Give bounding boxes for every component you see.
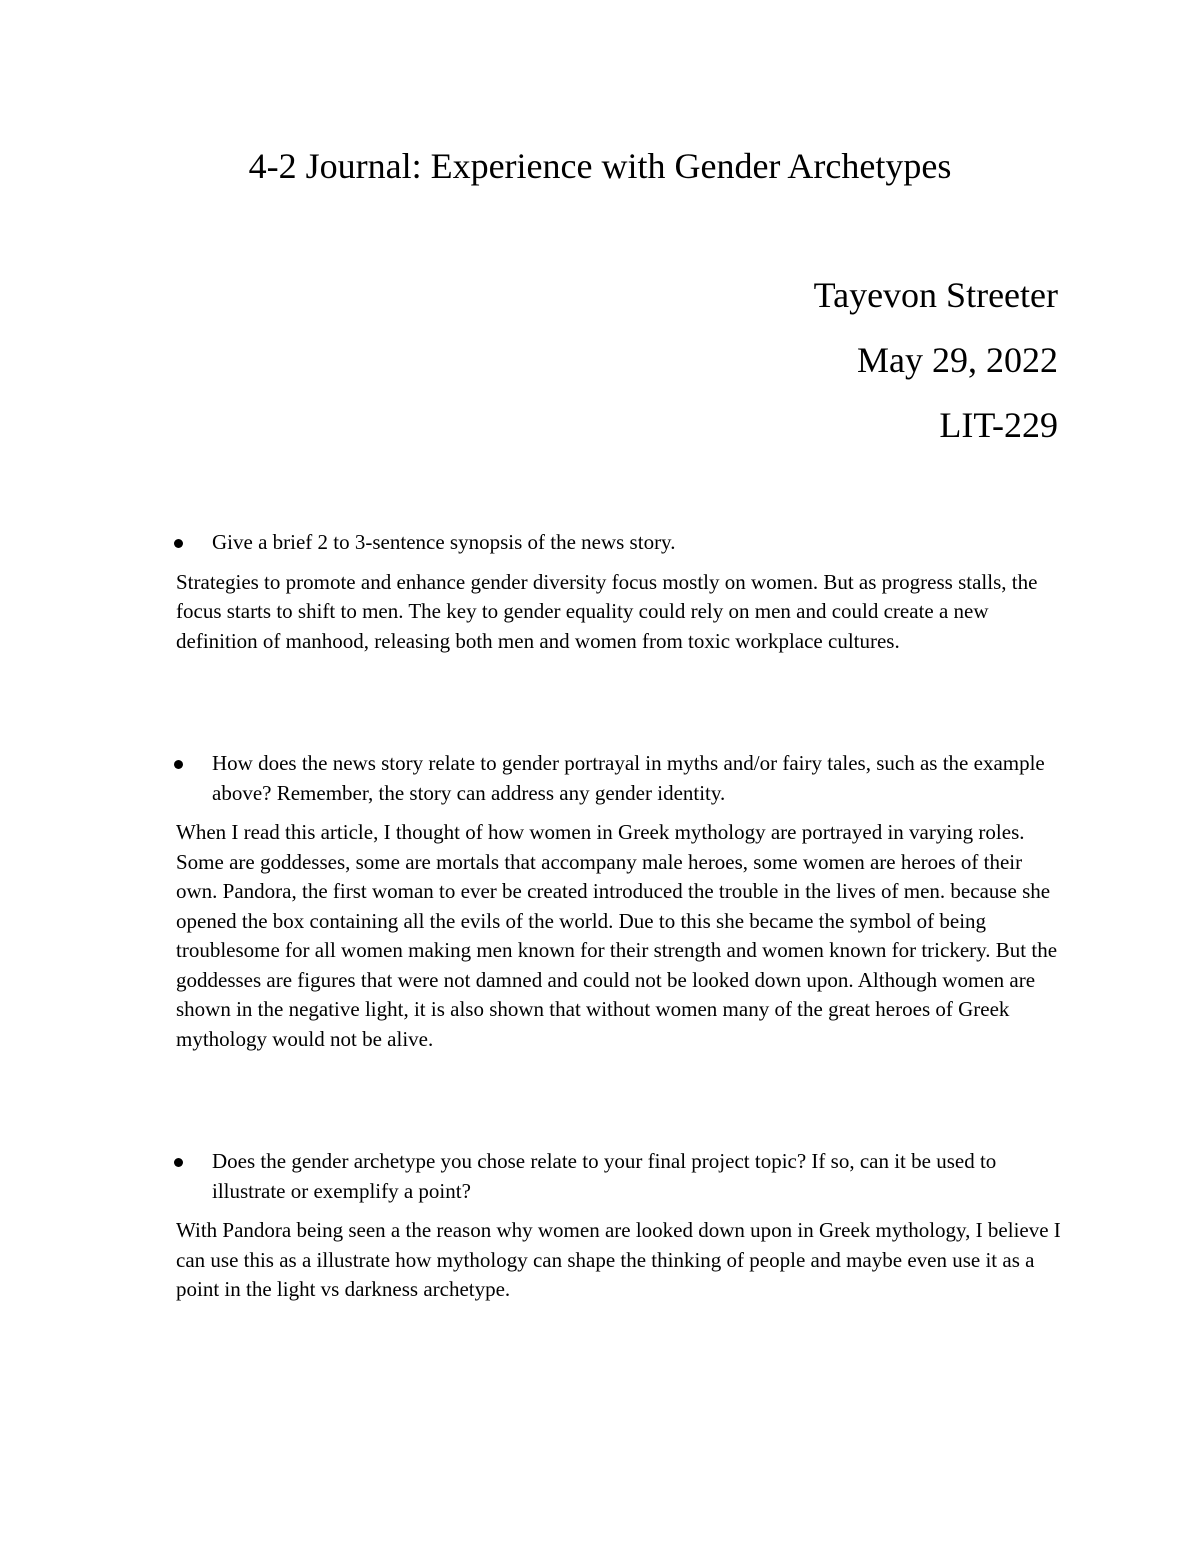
journal-section-myth-relation xyxy=(176,749,1066,1054)
course-code: LIT-229 xyxy=(939,405,1058,445)
bullet-icon xyxy=(174,539,183,548)
question-item xyxy=(176,1147,1066,1206)
bullet-icon xyxy=(174,1158,183,1167)
journal-section-synopsis xyxy=(176,528,1066,656)
bullet-icon xyxy=(174,760,183,769)
author-name: Tayevon Streeter xyxy=(813,275,1058,315)
question-text: How does the news story relate to gender portrayal in myths and/or fairy tales, such as the example above? Remember, the story can address any gender identity. xyxy=(212,751,1045,805)
question-text: Does the gender archetype you chose relate to your final project topic? If so, can it be used to illustrate or exemplify a point? xyxy=(212,1149,997,1203)
document-date: May 29, 2022 xyxy=(857,340,1058,380)
question-item xyxy=(176,749,1066,808)
answer-paragraph: When I read this article, I thought of how women in Greek mythology are portrayed in varying roles. Some are goddesses, some are mortals that accompany male heroes, some women are heroes of their own. Pandora, the first woman to ever be created introduced the trouble in the lives of men. because she opened the box containing all the evils of the world. Due to this she became the symbol of being troublesome for all women making men known for their strength and women known for trickery. But the goddesses are figures that were not damned and could not be looked down upon. Although women are shown in the negative light, it is also shown that without women many of the great heroes of Greek mythology would not be alive. xyxy=(176,820,1058,1051)
question-text: Give a brief 2 to 3-sentence synopsis of the news story. xyxy=(212,530,676,554)
answer-paragraph: Strategies to promote and enhance gender diversity focus mostly on women. But as progress stalls, the focus starts to shift to men. The key to gender equality could rely on men and could create a new definition of manhood, releasing both men and women from toxic workplace cultures. xyxy=(176,569,1038,653)
journal-section-final-project xyxy=(176,1147,1066,1305)
question-item xyxy=(176,528,1066,558)
document-title: 4-2 Journal: Experience with Gender Archetypes xyxy=(248,146,952,186)
answer-paragraph: With Pandora being seen a the reason why women are looked down upon in Greek mythology, I believe I can use this as a illustrate how mythology can shape the thinking of people and maybe even use it as a point in the light vs darkness archetype. xyxy=(176,1218,1061,1301)
